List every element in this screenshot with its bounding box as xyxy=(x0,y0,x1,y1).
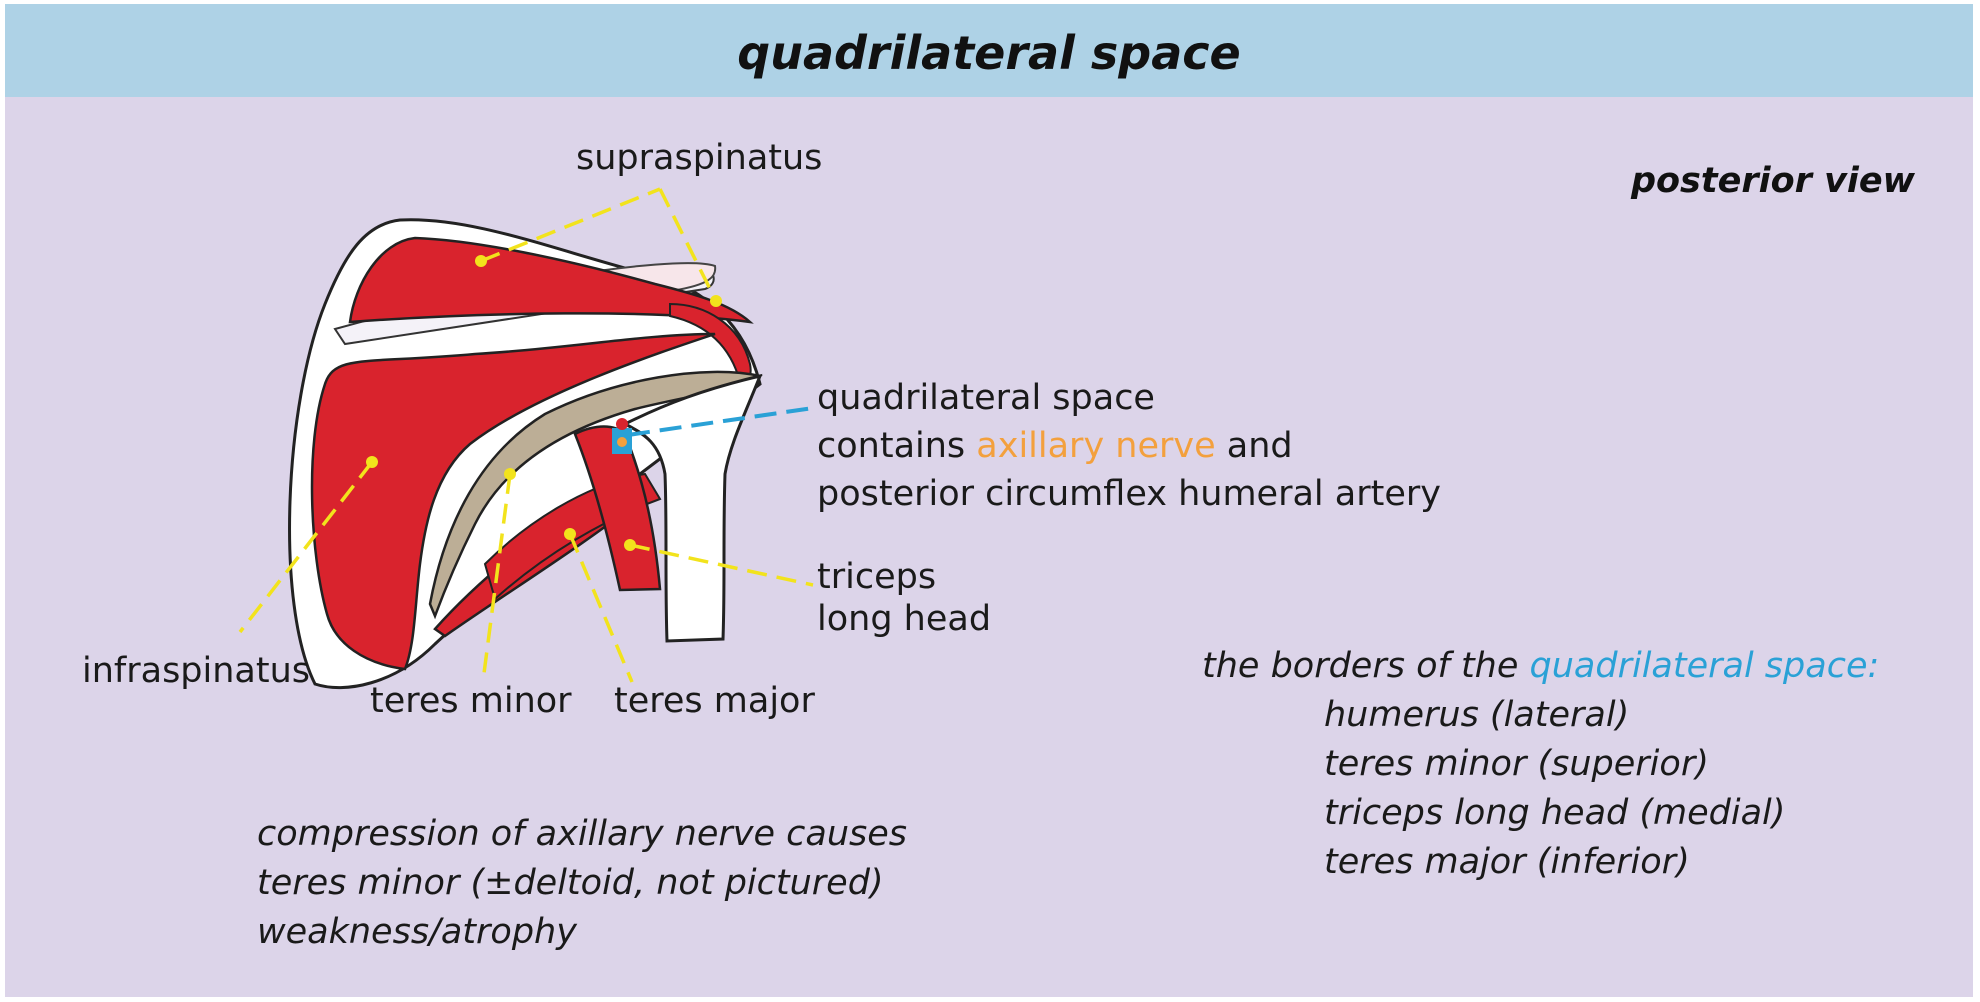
quadrilateral-space-callout xyxy=(817,374,1441,518)
compression-line: compression of axillary nerve causes xyxy=(257,814,908,854)
label-teres-minor: teres minor xyxy=(370,681,572,721)
pin-supraspinatus-b xyxy=(710,295,722,307)
view-label: posterior view xyxy=(1630,161,1915,201)
border-item: humerus (lateral) xyxy=(1324,695,1630,735)
compression-note xyxy=(257,810,907,957)
compression-line: teres minor (±deltoid, not pictured) xyxy=(257,863,884,903)
label-triceps xyxy=(817,556,991,640)
compression-line: weakness/atrophy xyxy=(257,912,577,952)
contains-prefix: contains xyxy=(817,426,977,466)
borders-intro-highlight: quadrilateral space: xyxy=(1529,646,1880,686)
border-item: triceps long head (medial) xyxy=(1324,793,1786,833)
pin-supraspinatus-a xyxy=(475,255,487,267)
borders-intro xyxy=(1202,642,1879,691)
borders-list xyxy=(1202,642,1879,887)
pin-teres-major xyxy=(564,528,576,540)
axillary-nerve-text: axillary nerve xyxy=(976,426,1216,466)
and-word: and xyxy=(1215,426,1293,466)
callout-contains-line xyxy=(817,422,1441,470)
pin-infraspinatus xyxy=(366,456,378,468)
callout-title: quadrilateral space xyxy=(817,378,1155,418)
border-item: teres minor (superior) xyxy=(1324,744,1709,784)
pin-teres-minor xyxy=(504,468,516,480)
artery-dot xyxy=(616,418,628,430)
label-triceps-line2: long head xyxy=(817,599,992,639)
pin-triceps xyxy=(624,539,636,551)
slide-frame xyxy=(5,4,1973,997)
label-triceps-line1: triceps xyxy=(817,557,937,597)
border-item: teres major (inferior) xyxy=(1324,842,1690,882)
label-teres-major: teres major xyxy=(614,681,815,721)
label-infraspinatus: infraspinatus xyxy=(82,651,311,691)
artery-text: posterior circumflex humeral artery xyxy=(817,474,1441,514)
axillary-nerve-dot xyxy=(617,437,627,447)
label-supraspinatus: supraspinatus xyxy=(576,138,823,178)
page-title: quadrilateral space xyxy=(737,26,1241,80)
borders-intro-text: the borders of the xyxy=(1202,646,1530,686)
